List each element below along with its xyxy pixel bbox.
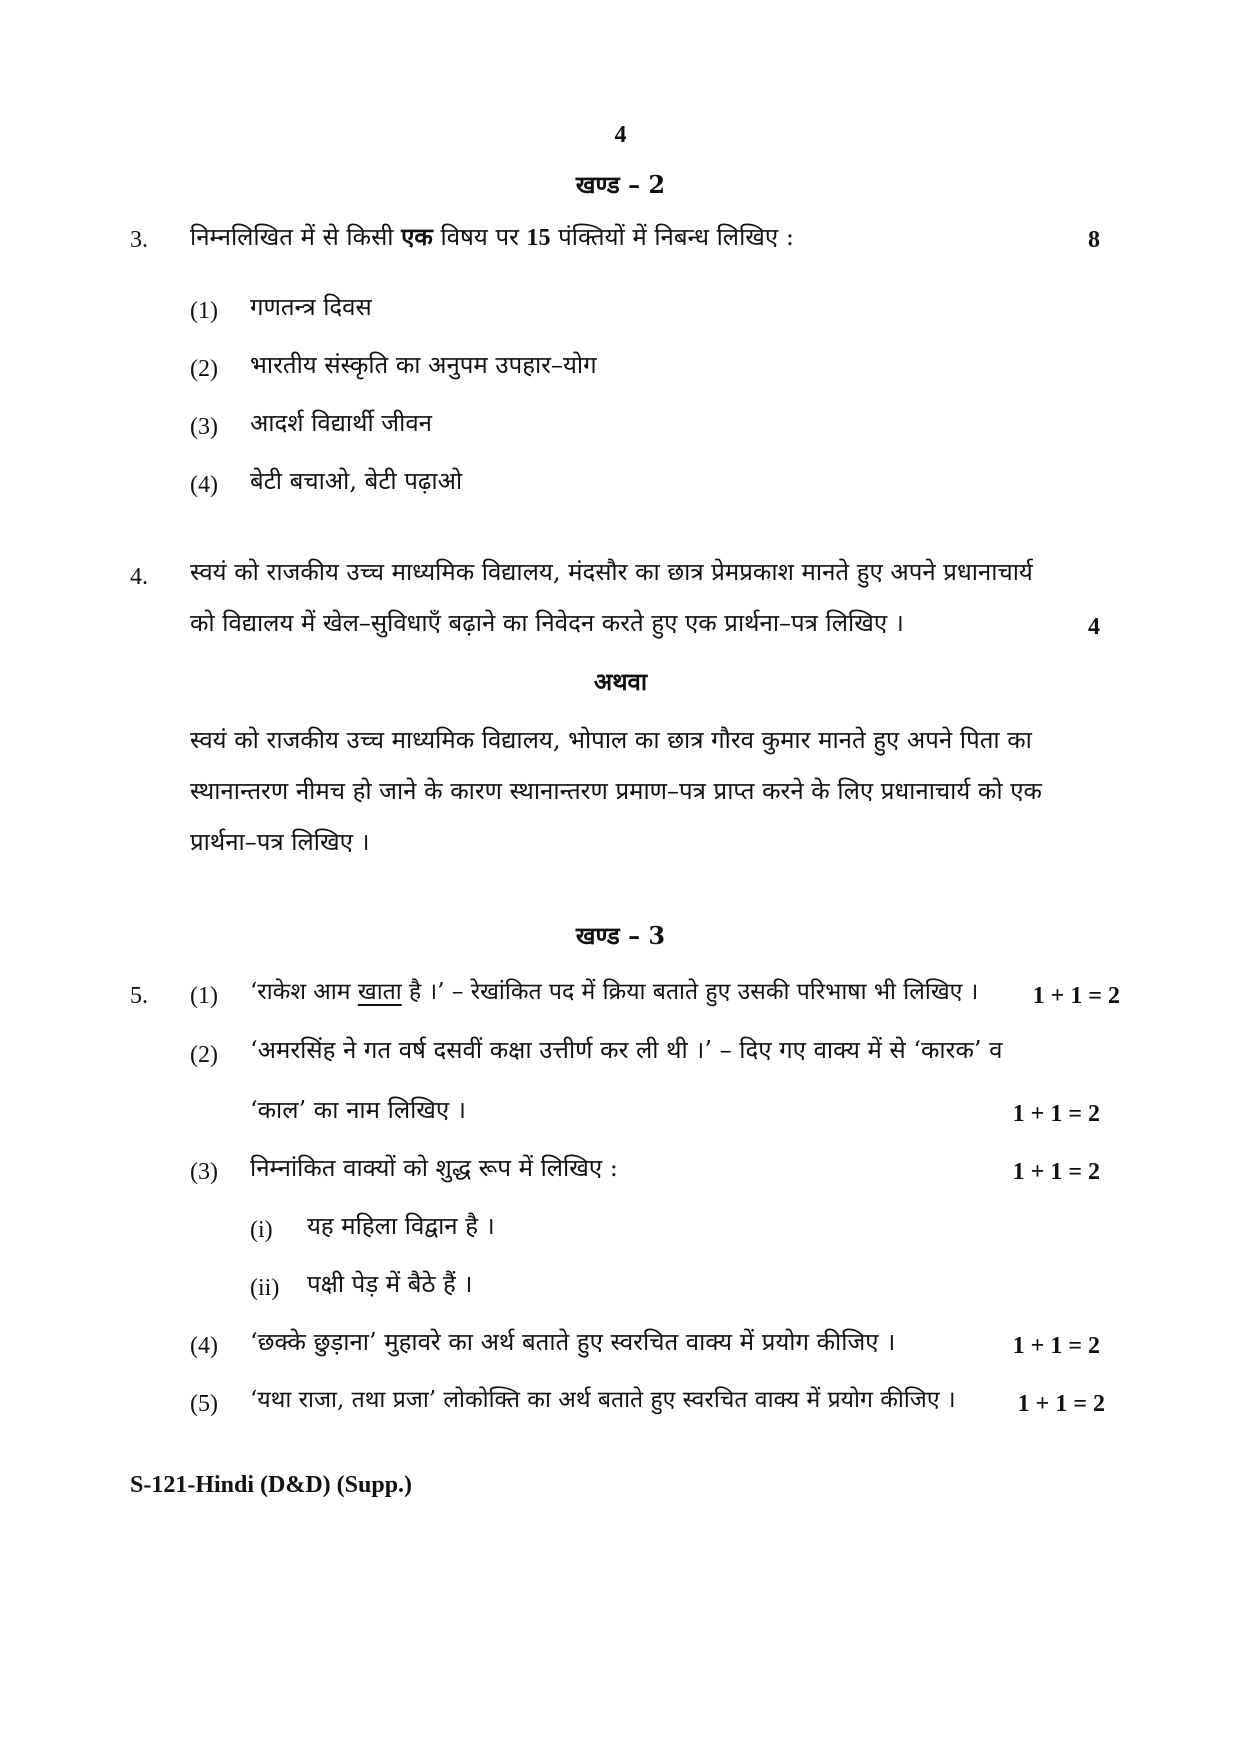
q5-sub-label: (i) <box>250 1217 273 1243</box>
q5-part-label: (4) <box>190 1333 218 1359</box>
q5-part-3-text: निम्नांकित वाक्यों को शुद्ध रूप में लिखिए : <box>250 1154 618 1182</box>
q3-number: 3. <box>130 227 148 253</box>
q5-part-1-text: ‘राकेश आम खाता है ।’ – रेखांकित पद में क्रिया बताते हुए उसकी परिभाषा भी लिखिए । <box>250 979 979 1005</box>
q5-part-2-line-1: ‘अमरसिंह ने गत वर्ष दसवीं कक्षा उत्तीर्ण कर ली थी ।’ – दिए गए वाक्य में से ‘कारक’ व <box>250 1036 1003 1064</box>
page-number: 4 <box>614 122 627 148</box>
q4-alt-line-3: प्रार्थना–पत्र लिखिए । <box>190 828 370 856</box>
q5-part-3-marks: 1 + 1 = 2 <box>1012 1159 1100 1185</box>
q4-alt-line-1: स्वयं को राजकीय उच्च माध्यमिक विद्यालय, भोपाल का छात्र गौरव कुमार मानते हुए अपने पिता का <box>190 726 1032 754</box>
q4-line-2: को विद्यालय में खेल–सुविधाएँ बढ़ाने का निवेदन करते हुए एक प्रार्थना–पत्र लिखिए । <box>190 609 904 637</box>
paper-code: S-121-Hindi (D&D) (Supp.) <box>130 1472 413 1498</box>
q5-part-label: (2) <box>190 1042 218 1068</box>
q5-part-2-line-2: ‘काल’ का नाम लिखिए । <box>250 1096 466 1124</box>
q3-option-label: (4) <box>190 472 218 498</box>
q3-option-label: (1) <box>190 298 218 324</box>
q5-sub-text: पक्षी पेड़ में बैठे हैं । <box>307 1270 473 1298</box>
q4-number: 4. <box>130 564 148 590</box>
q3-option-text: भारतीय संस्कृति का अनुपम उपहार–योग <box>250 351 597 379</box>
q5-part-label: (5) <box>190 1391 218 1417</box>
q5-part-5-text: ‘यथा राजा, तथा प्रजा’ लोकोक्ति का अर्थ बताते हुए स्वरचित वाक्य में प्रयोग कीजिए । <box>250 1387 956 1413</box>
q5-part-2-marks: 1 + 1 = 2 <box>1012 1101 1100 1127</box>
q5-sub-label: (ii) <box>250 1275 280 1301</box>
q5-part-1-marks: 1 + 1 = 2 <box>1032 983 1120 1009</box>
q5-part-4-marks: 1 + 1 = 2 <box>1012 1333 1100 1359</box>
q3-option-text: आदर्श विद्यार्थी जीवन <box>250 409 432 437</box>
q3-option-label: (3) <box>190 414 218 440</box>
q3-option-text: बेटी बचाओ, बेटी पढ़ाओ <box>250 467 463 495</box>
q3-option-label: (2) <box>190 356 218 382</box>
q5-sub-text: यह महिला विद्वान है । <box>307 1212 495 1240</box>
q5-part-5-marks: 1 + 1 = 2 <box>1017 1391 1105 1417</box>
section-3-heading: खण्ड – 3 <box>575 921 666 950</box>
q5-part-label: (3) <box>190 1159 218 1185</box>
q3-marks: 8 <box>1088 227 1100 253</box>
q5-part-label: (1) <box>190 983 218 1009</box>
q5-part-4-text: ‘छक्के छुड़ाना’ मुहावरे का अर्थ बताते हुए स्वरचित वाक्य में प्रयोग कीजिए । <box>250 1328 896 1356</box>
underlined-word: खाता <box>357 979 402 1005</box>
q4-alt-line-2: स्थानान्तरण नीमच हो जाने के कारण स्थानान्तरण प्रमाण–पत्र प्राप्त करने के लिए प्रधानाचार्य को एक <box>190 777 1042 805</box>
q4-line-1: स्वयं को राजकीय उच्च माध्यमिक विद्यालय, मंदसौर का छात्र प्रेमप्रकाश मानते हुए अपने प्रधानाचार्य <box>190 558 1033 586</box>
section-2-heading: खण्ड – 2 <box>575 170 666 199</box>
q3-option-text: गणतन्त्र दिवस <box>250 293 372 321</box>
q3-text: निम्नलिखित में से किसी एक विषय पर 15 पंक्तियों में निबन्ध लिखिए : <box>190 222 794 251</box>
q4-marks: 4 <box>1088 614 1100 640</box>
q5-number: 5. <box>130 983 148 1009</box>
or-label: अथवा <box>593 667 648 696</box>
